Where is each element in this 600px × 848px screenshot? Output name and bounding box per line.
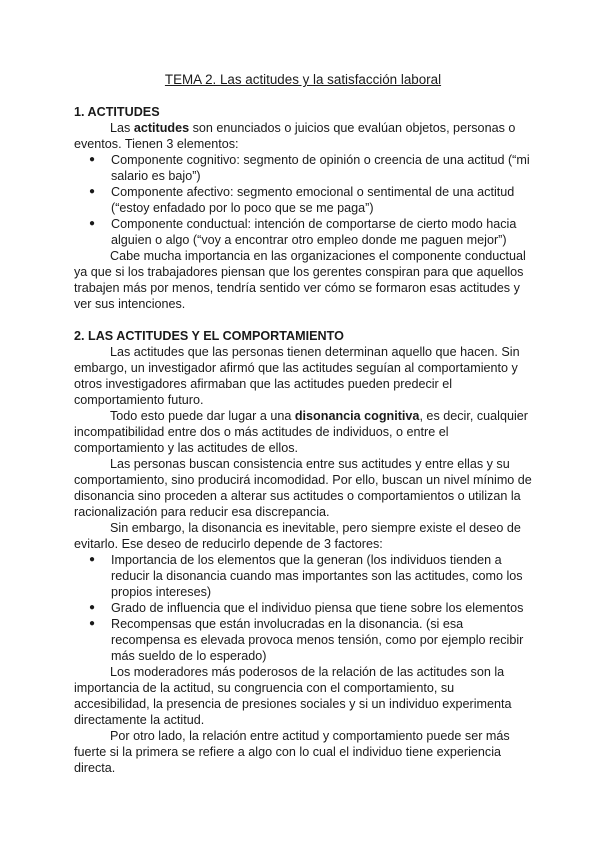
section2-paragraph-1: Las actitudes que las personas tienen determinan aquello que hacen. Sin embargo, un investigador afirmó que las actitudes seguían al comportamiento y otros investigadores afirmaban que las actitudes pueden predecir el comportamiento futuro. [74,345,520,407]
section2-paragraph-3: Las personas buscan consistencia entre sus actitudes y entre ellas y su comportamiento, sino producirá incomodidad. Por ello, buscan un nivel mínimo de disonancia sino proceden a alterar sus actitudes o comportamientos o utilizan la racionalización para reducir esa discrepancia. [74,457,532,519]
list-item: ● Componente conductual: intención de comportarse de cierto modo hacia alguien o algo (“voy a encontrar otro empleo donde me paguen mejor”) [89,217,517,247]
bullet-icon: ● [89,154,96,165]
list-item: ● Recompensas que están involucradas en la disonancia. (si esa recompensa es elevada provoca menos tensión, como por ejemplo recibir más sueldo de lo esperado) [89,617,524,663]
bullet-icon: ● [89,186,96,197]
section-heading-actitudes: 1. ACTITUDES [74,105,160,119]
bullet-icon: ● [89,218,96,229]
list-item: ● Componente cognitivo: segmento de opinión o creencia de una actitud (“mi salario es bajo”) [89,153,530,183]
section1-intro: Las actitudes son enunciados o juicios que evalúan objetos, personas o eventos. Tienen 3 elementos: [74,121,516,151]
list-item: ● Importancia de los elementos que la generan (los individuos tienden a reducir la disonancia cuando mas importantes son las actitudes, como los propios intereses) [89,553,523,599]
components-list [74,152,532,248]
list-item: ● Componente afectivo: segmento emocional o sentimental de una actitud (“estoy enfadado por lo poco que se me paga”) [89,185,515,215]
section2-paragraph-6: Por otro lado, la relación entre actitud y comportamiento puede ser más fuerte si la primera se refiere a algo con lo cual el individuo tiene experiencia directa. [74,729,510,775]
term-actitudes: actitudes [133,121,190,135]
factors-list [74,552,532,664]
section2-paragraph-2: Todo esto puede dar lugar a una disonancia cognitiva, es decir, cualquier incompatibilidad entre dos o más actitudes de individuos, o entre el comportamiento y las actitudes de ellos. [74,409,528,455]
bullet-icon: ● [89,602,96,613]
bullet-icon: ● [89,554,96,565]
list-item: ● Grado de influencia que el individuo piensa que tiene sobre los elementos [89,601,524,615]
term-disonancia: disonancia cognitiva [294,409,420,423]
bullet-icon: ● [89,618,96,629]
document-content [74,72,532,776]
section1-closing: Cabe mucha importancia en las organizaciones el componente conductual ya que si los trabajadores piensan que los gerentes conspiran para que aquellos trabajen más por menos, tendría sentido ver cómo se formaron esas actitudes y ver sus intenciones. [74,249,526,311]
section2-paragraph-4: Sin embargo, la disonancia es inevitable, pero siempre existe el deseo de evitarlo. Ese deseo de reducirlo depende de 3 factores: [74,521,521,551]
section-heading-comportamiento: 2. LAS ACTITUDES Y EL COMPORTAMIENTO [74,329,344,343]
document-title: TEMA 2. Las actitudes y la satisfacción laboral [164,72,442,87]
section2-paragraph-5: Los moderadores más poderosos de la relación de las actitudes son la importancia de la actitud, su congruencia con el comportamiento, su accesibilidad, la presencia de presiones sociales y si un individuo experimenta directamente la actitud. [74,665,512,727]
